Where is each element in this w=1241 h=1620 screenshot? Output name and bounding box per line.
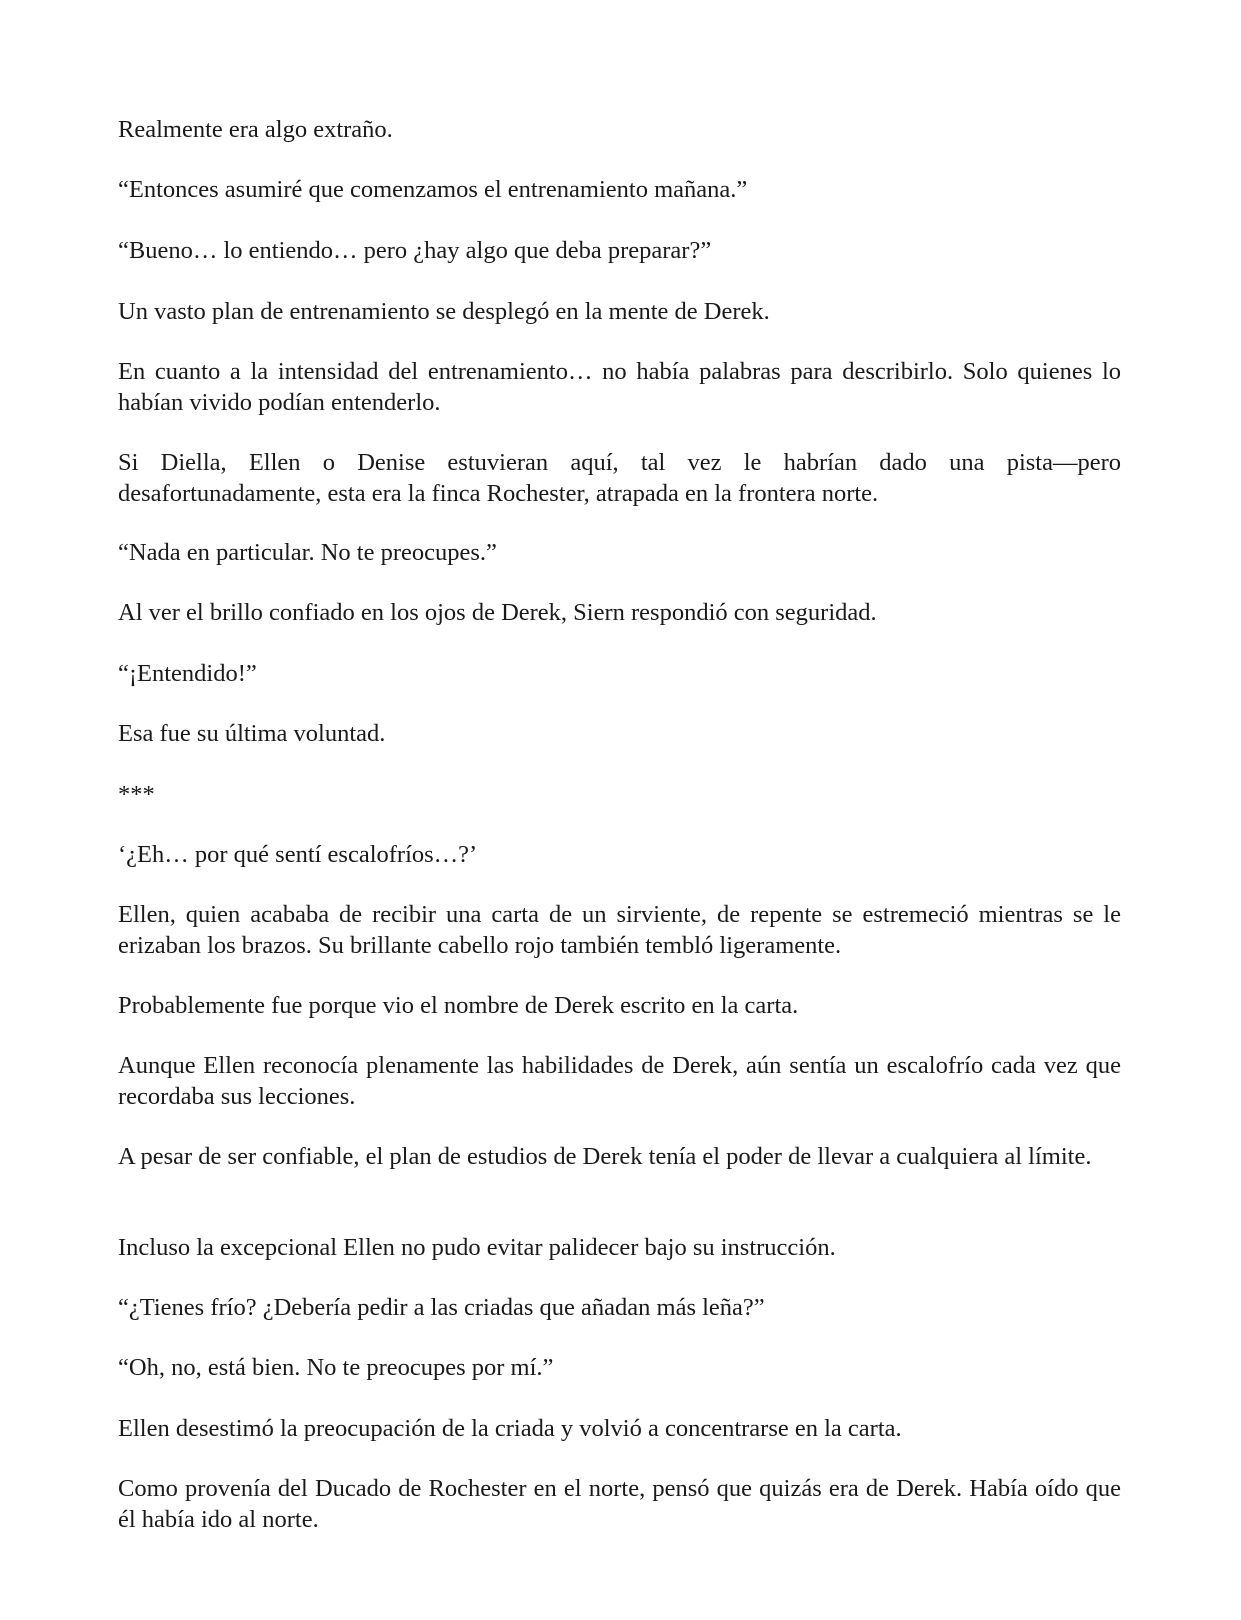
paragraph: “Entonces asumiré que comenzamos el entrenamiento mañana.” <box>118 176 748 203</box>
paragraph: Como provenía del Ducado de Rochester en el norte, pensó que quizás era de Derek. Había oído que él había ido al norte. <box>118 1475 1121 1533</box>
paragraph: “¿Tienes frío? ¿Debería pedir a las criadas que añadan más leña?” <box>118 1294 765 1321</box>
paragraph: Un vasto plan de entrenamiento se desplegó en la mente de Derek. <box>118 298 770 325</box>
paragraph: ‘¿Eh… por qué sentí escalofríos…?’ <box>118 841 478 868</box>
paragraph: “Oh, no, está bien. No te preocupes por mí.” <box>118 1354 554 1381</box>
paragraph: Ellen desestimó la preocupación de la criada y volvió a concentrarse en la carta. <box>118 1415 902 1442</box>
paragraph: “Bueno… lo entiendo… pero ¿hay algo que deba preparar?” <box>118 237 712 264</box>
paragraph: Incluso la excepcional Ellen no pudo evitar palidecer bajo su instrucción. <box>118 1234 836 1261</box>
paragraph: Ellen, quien acababa de recibir una carta de un sirviente, de repente se estremeció mientras se le erizaban los brazos. Su brillante cabello rojo también tembló ligeramente. <box>118 901 1121 959</box>
paragraph: Probablemente fue porque vio el nombre de Derek escrito en la carta. <box>118 992 799 1019</box>
scene-break: *** <box>118 781 155 808</box>
paragraph: “Nada en particular. No te preocupes.” <box>118 539 497 566</box>
paragraph: Realmente era algo extraño. <box>118 116 393 143</box>
paragraph: Al ver el brillo confiado en los ojos de Derek, Siern respondió con seguridad. <box>118 599 877 626</box>
paragraph: Si Diella, Ellen o Denise estuvieran aquí, tal vez le habrían dado una pista—pero desafortunadamente, esta era la finca Rochester, atrapada en la frontera norte. <box>118 449 1121 507</box>
paragraph: En cuanto a la intensidad del entrenamiento… no había palabras para describirlo. Solo quienes lo habían vivido podían entenderlo. <box>118 358 1121 416</box>
paragraph: Esa fue su última voluntad. <box>118 720 386 747</box>
paragraph: A pesar de ser confiable, el plan de estudios de Derek tenía el poder de llevar a cualquiera al límite. <box>118 1143 1092 1170</box>
paragraph: “¡Entendido!” <box>118 660 257 687</box>
paragraph: Aunque Ellen reconocía plenamente las habilidades de Derek, aún sentía un escalofrío cada vez que recordaba sus lecciones. <box>118 1052 1121 1110</box>
